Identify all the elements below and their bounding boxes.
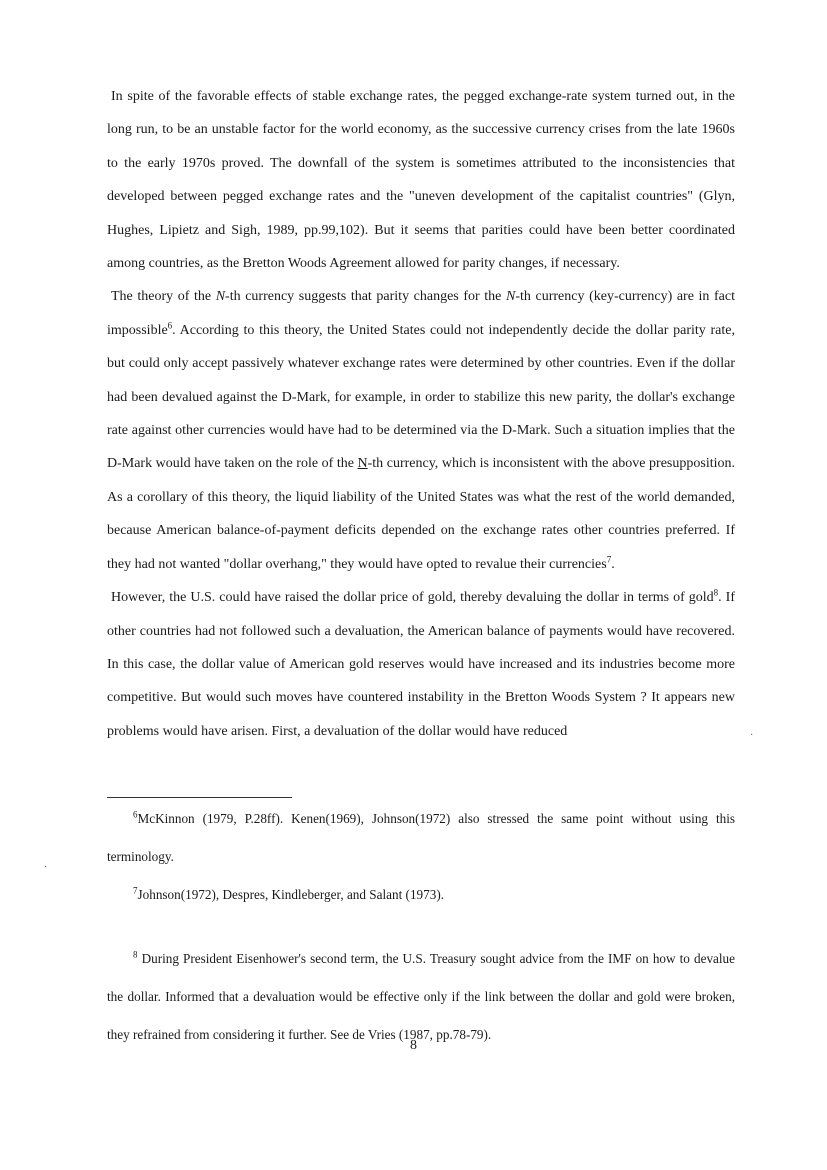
footnote-ref-6: 6 bbox=[167, 320, 173, 331]
footnote-6-number: 6 bbox=[133, 809, 138, 820]
paragraph-1: In spite of the favorable effects of stable exchange rates, the pegged exchange-rate system turned out, in the long run, to be an unstable factor for the world economy, as the successive currency crises from the late 1960s to the early 1970s proved. The downfall of the system is sometimes attributed to the inconsistencies that developed between pegged exchange rates and the "uneven development of the capitalist countries" (Glyn, Hughes, Lipietz and Sigh, 1989, pp.99,102). But it seems that parities could have been better coordinated among countries, as the Bretton Woods Agreement allowed for parity changes, if necessary. bbox=[107, 89, 735, 272]
footnote-8-text: During President Eisenhower's second term, the U.S. Treasury sought advice from the IMF on how to devalue the dollar. Informed that a devaluation would be effective only if the link between the dollar and gold were broken, they refrained from considering it further. See de Vries (1987, pp.78-79). bbox=[107, 951, 735, 1042]
p2-text-e: -th currency, which is inconsistent with the above presupposition. As a corollary of this theory, the liquid liability of the United States was what the rest of the world demanded, because American balance-of-payment deficits depended on the exchange rates other countries preferred. If they had not wanted "dollar overhang," they would have opted to revalue their currencies bbox=[107, 456, 735, 572]
footnote-7-text: Johnson(1972), Despres, Kindleberger, and Salant (1973). bbox=[137, 887, 445, 902]
page-number: 8 bbox=[410, 1038, 417, 1053]
scan-speck: · bbox=[44, 862, 48, 873]
p2-text-c: -th currency (key-currency) are in fact impossible bbox=[107, 289, 735, 338]
p2-text-f: . bbox=[611, 556, 615, 572]
footnote-8-number: 8 bbox=[133, 949, 138, 960]
p2-text-b: -th currency suggests that parity changes for the bbox=[225, 289, 506, 305]
p3-text-a: However, the U.S. could have raised the dollar price of gold, thereby devaluing the dollar in terms of gold bbox=[111, 590, 714, 606]
footnote-7 bbox=[107, 876, 735, 914]
footnote-6 bbox=[107, 800, 735, 876]
footnote-ref-8: 8 bbox=[713, 587, 719, 598]
footnote-8 bbox=[107, 940, 735, 1054]
footnotes bbox=[107, 797, 735, 1054]
p2-text-d: . According to this theory, the United States could not independently decide the dollar parity rate, but could only accept passively whatever exchange rates were determined by other countries. Even if the dollar had been devalued against the D-Mark, for example, in order to stabilize this new parity, the dollar's exchange rate against other currencies would have had to be determined via the D-Mark. Such a situation implies that the D-Mark would have taken on the role of the bbox=[107, 322, 735, 472]
p2-text-a: The theory of the bbox=[111, 289, 216, 305]
body-text bbox=[107, 80, 735, 748]
paragraph-3 bbox=[107, 581, 735, 748]
p3-text-b: . If other countries had not followed such a devaluation, the American balance of payments would have recovered. In this case, the dollar value of American gold reserves would have increased and its industries become more competitive. But would such moves have countered instability in the Bretton Woods System ? It appears new problems would have arisen. First, a devaluation of the dollar would have reduced bbox=[107, 590, 735, 739]
p2-italic-n-1: N bbox=[215, 289, 226, 305]
footnote-7-number: 7 bbox=[133, 885, 138, 896]
footnote-ref-7: 7 bbox=[606, 554, 612, 565]
p2-underlined-n: N bbox=[357, 456, 368, 472]
footnote-separator bbox=[107, 797, 292, 798]
p2-italic-n-2: N bbox=[506, 289, 516, 305]
footnote-6-text: McKinnon (1979, P.28ff). Kenen(1969), Johnson(1972) also stressed the same point without using this terminology. bbox=[107, 811, 735, 864]
scan-speck: · bbox=[750, 730, 754, 741]
paragraph-2 bbox=[107, 280, 735, 581]
